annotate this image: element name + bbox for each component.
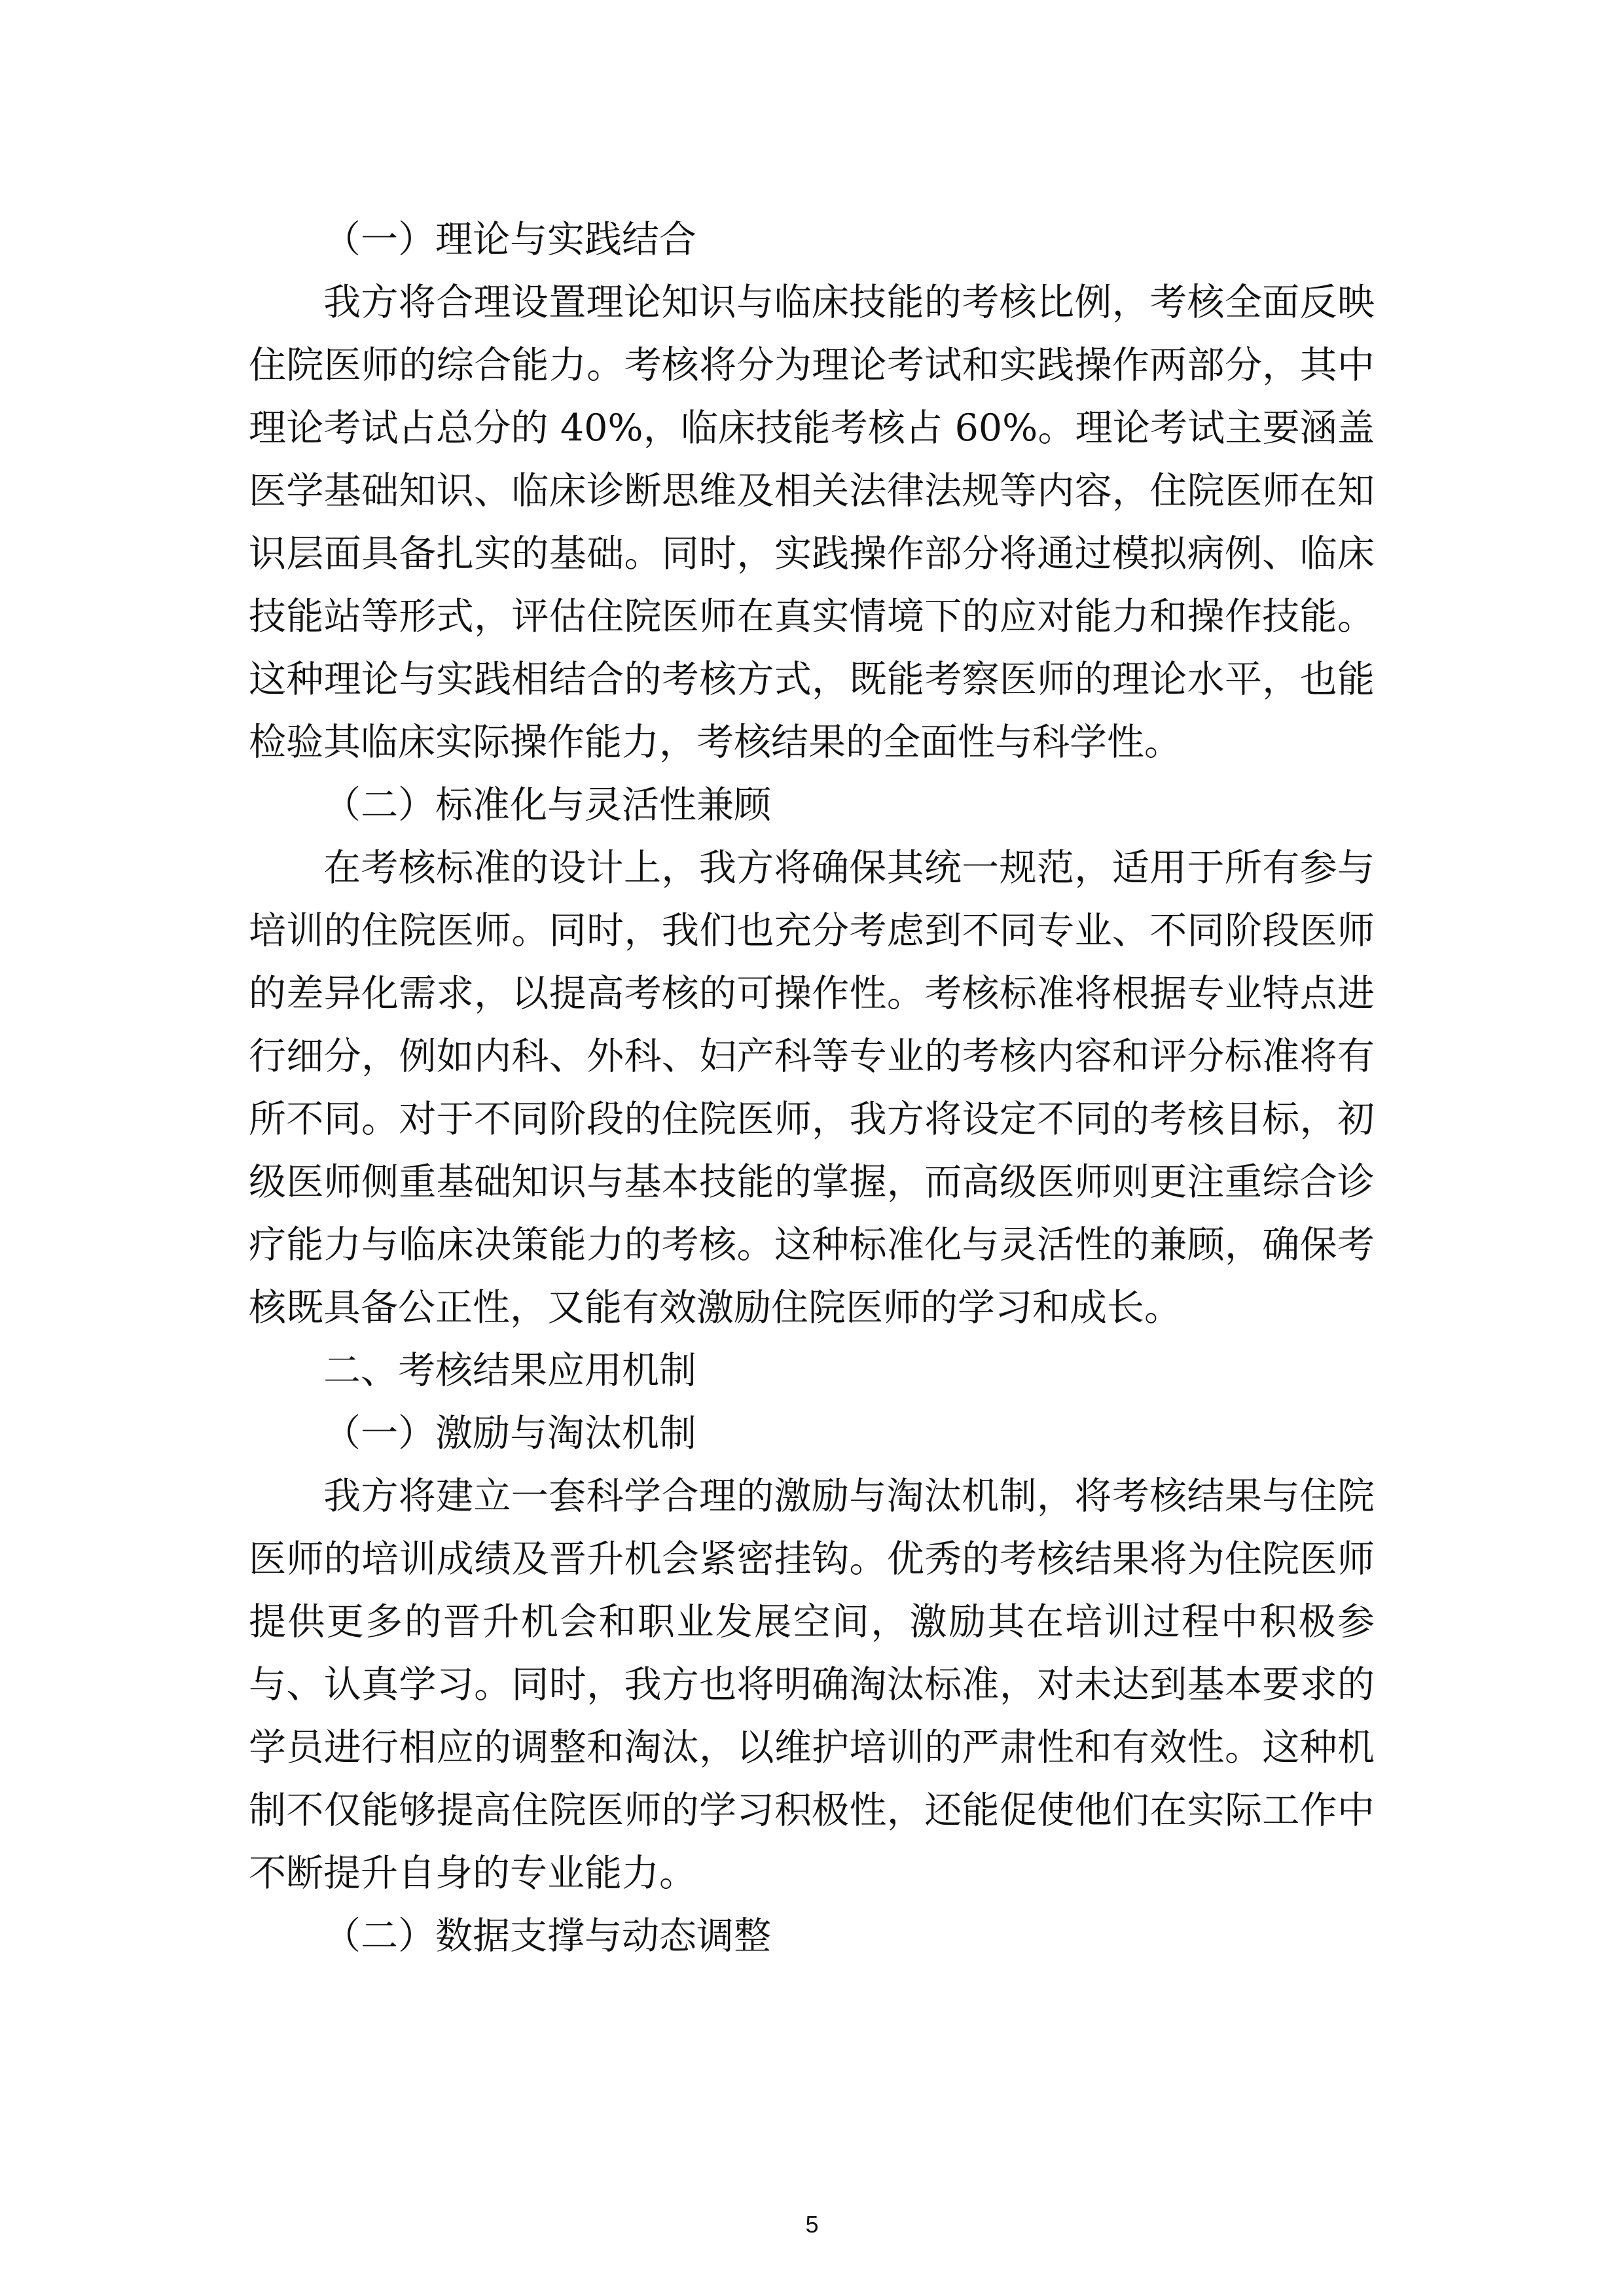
section-heading: （一）理论与实践结合	[323, 218, 696, 261]
page-number: 5	[805, 2211, 819, 2238]
section-heading: （一）激励与淘汰机制	[323, 1412, 696, 1455]
chapter-heading: 二、考核结果应用机制	[323, 1349, 696, 1392]
section-heading: （二）数据支撑与动态调整	[323, 1914, 771, 1958]
body-paragraph: 我方将合理设置理论知识与临床技能的考核比例，考核全面反映住院医师的综合能力。考核将分为理论考试和实践操作两部分，其中理论考试占总分的 40%，临床技能考核占 60%。理论考试主要涵盖医学基础知识、临床诊断思维及相关法律法规等内容，住院医师在知识层面具备扎实的基础。同时，实践操作部分将通过模拟病例、临床技能站等形式，评估住院医师在真实情境下的应对能力和操作技能。这种理论与实践相结合的考核方式，既能考察医师的理论水平，也能检验其临床实际操作能力，考核结果的全面性与科学性。	[249, 281, 1375, 764]
body-paragraph: 在考核标准的设计上，我方将确保其统一规范，适用于所有参与培训的住院医师。同时，我们也充分考虑到不同专业、不同阶段医师的差异化需求，以提高考核的可操作性。考核标准将根据专业特点进行细分，例如内科、外科、妇产科等专业的考核内容和评分标准将有所不同。对于不同阶段的住院医师，我方将设定不同的考核目标，初级医师侧重基础知识与基本技能的掌握，而高级医师则更注重综合诊疗能力与临床决策能力的考核。这种标准化与灵活性的兼顾，确保考核既具备公正性，又能有效激励住院医师的学习和成长。	[249, 846, 1375, 1329]
document-body	[249, 208, 1375, 1967]
body-paragraph: 我方将建立一套科学合理的激励与淘汰机制，将考核结果与住院医师的培训成绩及晋升机会紧密挂钩。优秀的考核结果将为住院医师提供更多的晋升机会和职业发展空间，激励其在培训过程中积极参与、认真学习。同时，我方也将明确淘汰标准，对未达到基本要求的学员进行相应的调整和淘汰，以维护培训的严肃性和有效性。这种机制不仅能够提高住院医师的学习积极性，还能促使他们在实际工作中不断提升自身的专业能力。	[249, 1475, 1375, 1895]
section-heading: （二）标准化与灵活性兼顾	[323, 783, 771, 827]
